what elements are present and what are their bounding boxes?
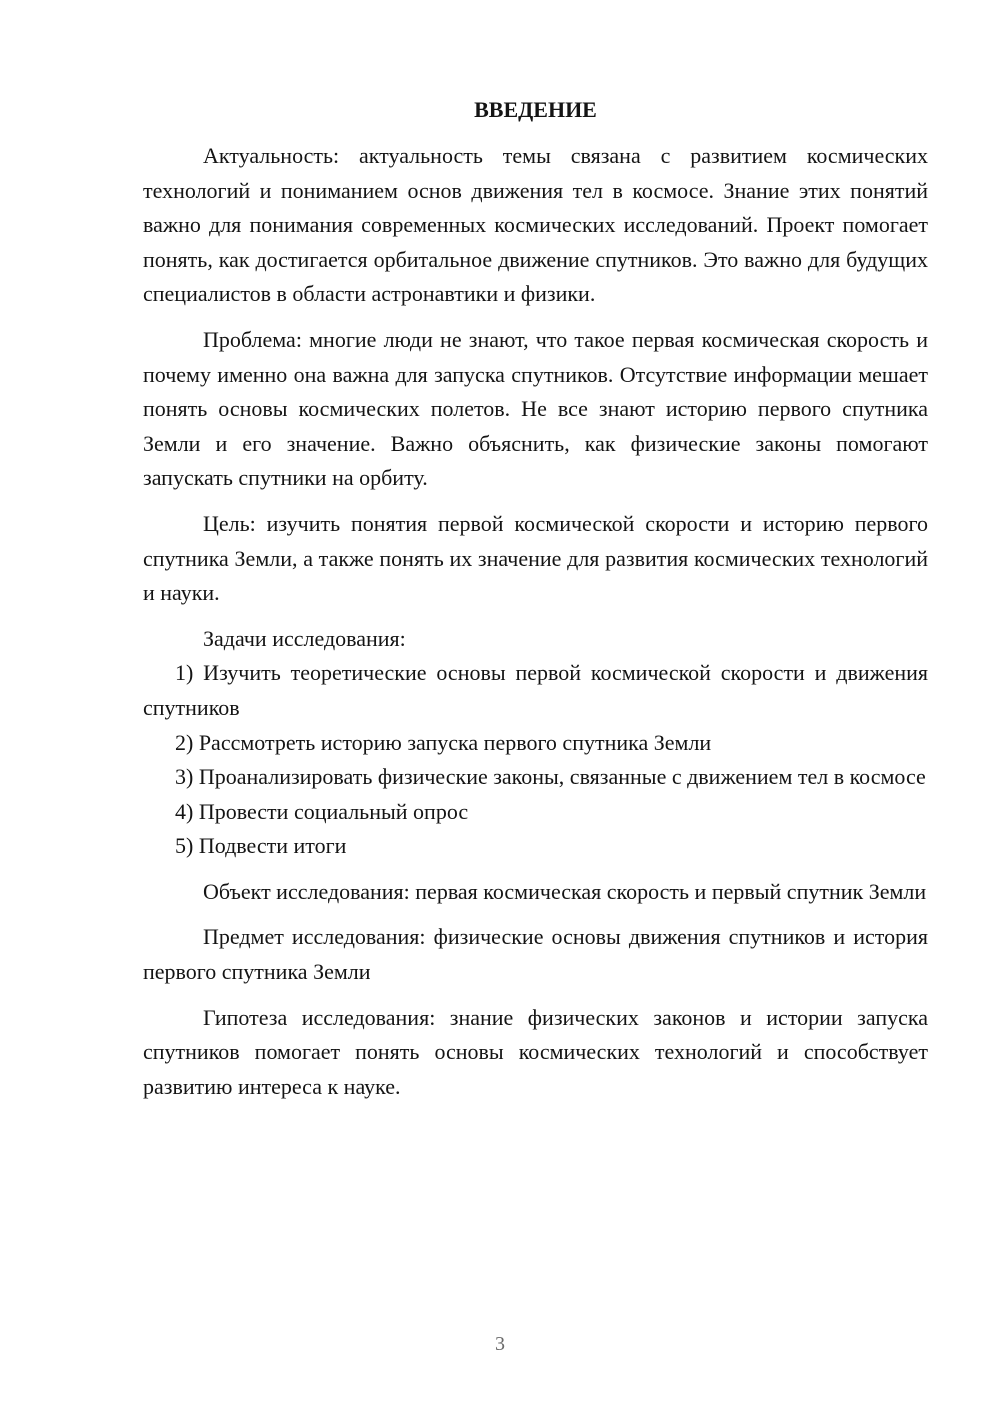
document-page	[143, 92, 928, 1104]
section-heading: ВВЕДЕНИЕ	[474, 97, 597, 122]
page-number: 3	[495, 1333, 505, 1355]
tasks-heading: Задачи исследования:	[203, 625, 406, 651]
object-paragraph: Объект исследования: первая космическая скорость и первый спутник Земли	[203, 878, 927, 904]
task-item-1: 1) Изучить теоретические основы первой космической скорости и движения спутников	[143, 660, 928, 720]
task-item-3: 3) Проанализировать физические законы, связанные с движением тел в космосе	[175, 764, 926, 790]
task-item-4: 4) Провести социальный опрос	[175, 798, 469, 824]
hypothesis-paragraph: Гипотеза исследования: знание физических законов и истории запуска спутников помогает понять основы космических технологий и способствует развитию интереса к науке.	[143, 1004, 928, 1099]
subject-paragraph: Предмет исследования: физические основы движения спутников и история первого спутника Земли	[143, 924, 928, 985]
goal-paragraph: Цель: изучить понятия первой космической скорости и историю первого спутника Земли, а также понять их значение для развития космических технологий и науки.	[143, 510, 928, 606]
relevance-paragraph: Актуальность: актуальность темы связана с развитием космических технологий и пониманием основ движения тел в космосе. Знание этих понятий важно для понимания современных космических исследований. Проект помогает понять, как достигается орбитальное движение спутников. Это важно для будущих специалистов в области астронавтики и физики.	[143, 143, 928, 307]
problem-paragraph: Проблема: многие люди не знают, что такое первая космическая скорость и почему именно она важна для запуска спутников. Отсутствие информации мешает понять основы космических полетов. Не все знают историю первого спутника Земли и его значение. Важно объяснить, как физические законы помогают запускать спутники на орбиту.	[143, 326, 928, 491]
task-item-2: 2) Рассмотреть историю запуска первого спутника Земли	[175, 729, 712, 755]
task-item-5: 5) Подвести итоги	[175, 833, 347, 859]
